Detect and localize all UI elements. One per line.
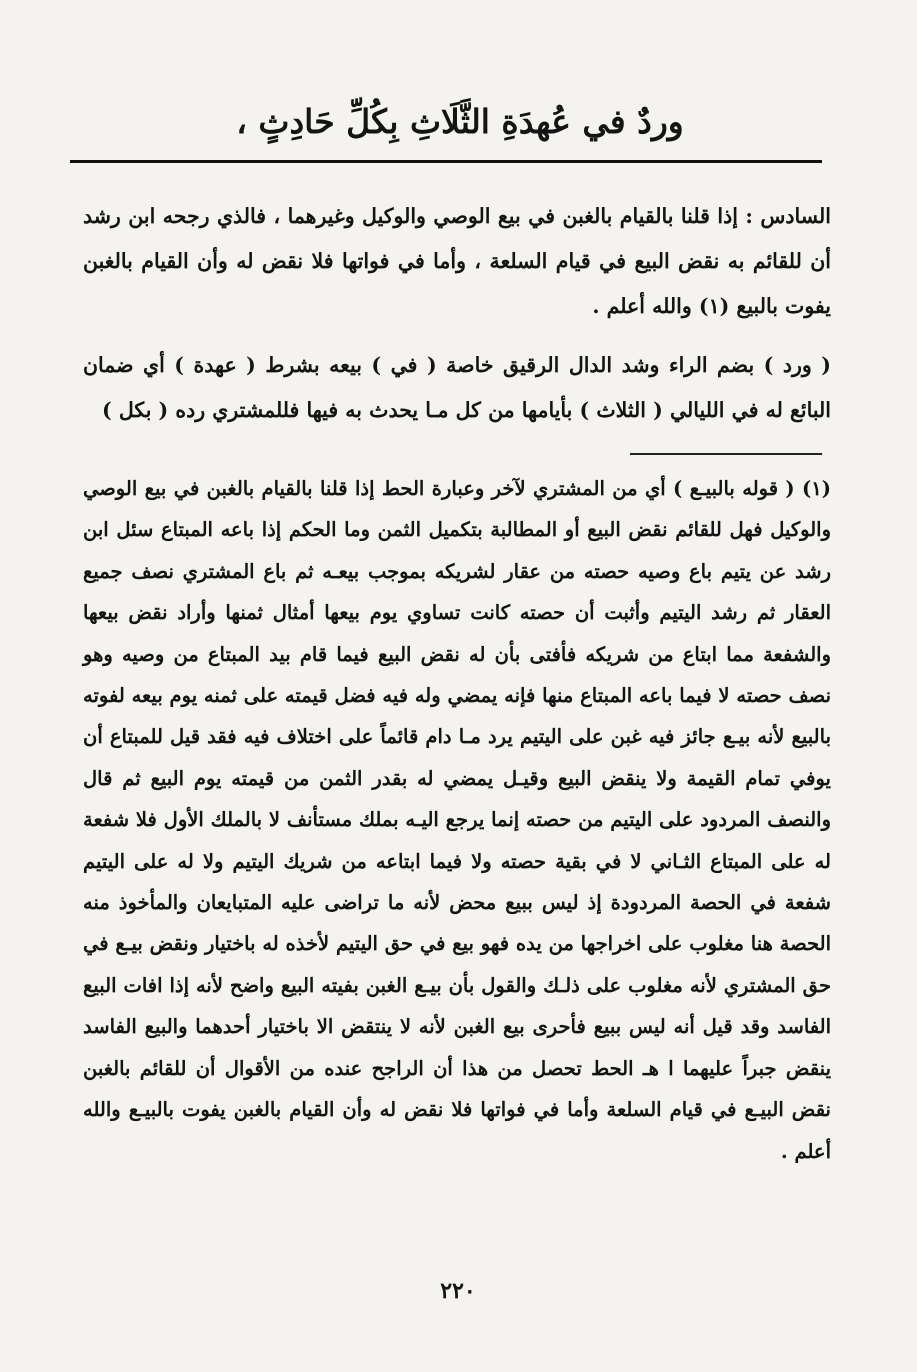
page-number: ٢٢٠ [440,1278,476,1304]
header-rule [70,160,822,163]
footnote-text: (١) ( قوله بالبيـع ) أي من المشتري لآخر وعبارة الحط إذا قلنا بالقيام بالغبن في بيع الوصي والوكيل فهل للقائم نقض البيع أو المطالبة بتكميل الثمن وما الحكم إذا باعه المبتاع سئل ابن رشد عن يتيم باع وصيه حصته من عقار لشريكه بموجب بيعـه ثم باع المشتري نصف جميع العقار ثم رشد اليتيم وأثبت أن حصته كانت تساوي يوم بيعها أمثال ثمنها وأراد نقض بيعها والشفعة مما ابتاع من شريكه فأفتى بأن له نقض البيع فيما قام بيد المبتاع من وصيه وهو نصف حصته لا فيما باعه المبتاع منها فإنه يمضي وله فيه فضل قيمته على ثمنه يوم بيعه لفوته بالبيع لأنه بيـع جائز فيه غبن على اليتيم يرد مـا دام قائماً على اختلاف فيه فقد قيل للمبتاع أن يوفي تمام القيمة ولا ينقض البيع وقيـل يمضي له بقدر الثمن من قيمته يوم البيع ثم قال والنصف المردود على اليتيم من حصته إنما يرجع اليـه بملك مستأنف لا بالملك الأول فلا شفعة له على المبتاع الثـاني لا في بقية حصته ولا فيما ابتاعه من شريك اليتيم ولا له على اليتيم شفعة في الحصة المردودة إذ ليس ببيع محض لأنه ما تراضى عليه المتبايعان والمأخوذ منه الحصة هنا مغلوب على اخراجها من يده فهو بيع في حق اليتيم لأخذه له باختيار ونقض بيـع في حق المشتري لأنه مغلوب على ذلـك والقول بأن بيـع الغبن بفيته البيع واضح لأنه إذا افات البيع الفاسد وقد قيل أنه ليس ببيع فأحرى بيع الغبن لأنه لا ينتقض الا باختيار أحدهما والبيع الفاسد ينقض جبراً عليهما ا هـ الحط تحصل من هذا أن الراجح عنده من الأقوال أن للقائم بالغبن نقض البيـع في قيام السلعة وأما في فواتها فلا نقض له وأن القيام بالغبن يفوت بالبيـع والله أعلم . [83,477,831,1163]
main-paragraph-2: ( ورد ) بضم الراء وشد الدال الرقيق خاصة ( في ) بيعه بشرط ( عهدة ) أي ضمان البائع له في الليالي ( الثلاث ) بأيامها من كل مـا يحدث به فيها فللمشتري رده ( بكل ) [83,353,831,422]
main-paragraph-1: السادس : إذا قلنا بالقيام بالغبن في بيع الوصي والوكيل وغيرهما ، فالذي رجحه ابن رشد أن للقائم به نقض البيع في قيام السلعة ، وأما في فواتها فلا نقض له وأن القيام بالغبن يفوت بالبيع (١) والله أعلم . [83,204,831,318]
footnote-separator [630,453,822,455]
running-header-title: وردٌ في عُهدَةِ الثَّلَاثِ بِكُلِّ حَادِثٍ ، [236,102,684,141]
